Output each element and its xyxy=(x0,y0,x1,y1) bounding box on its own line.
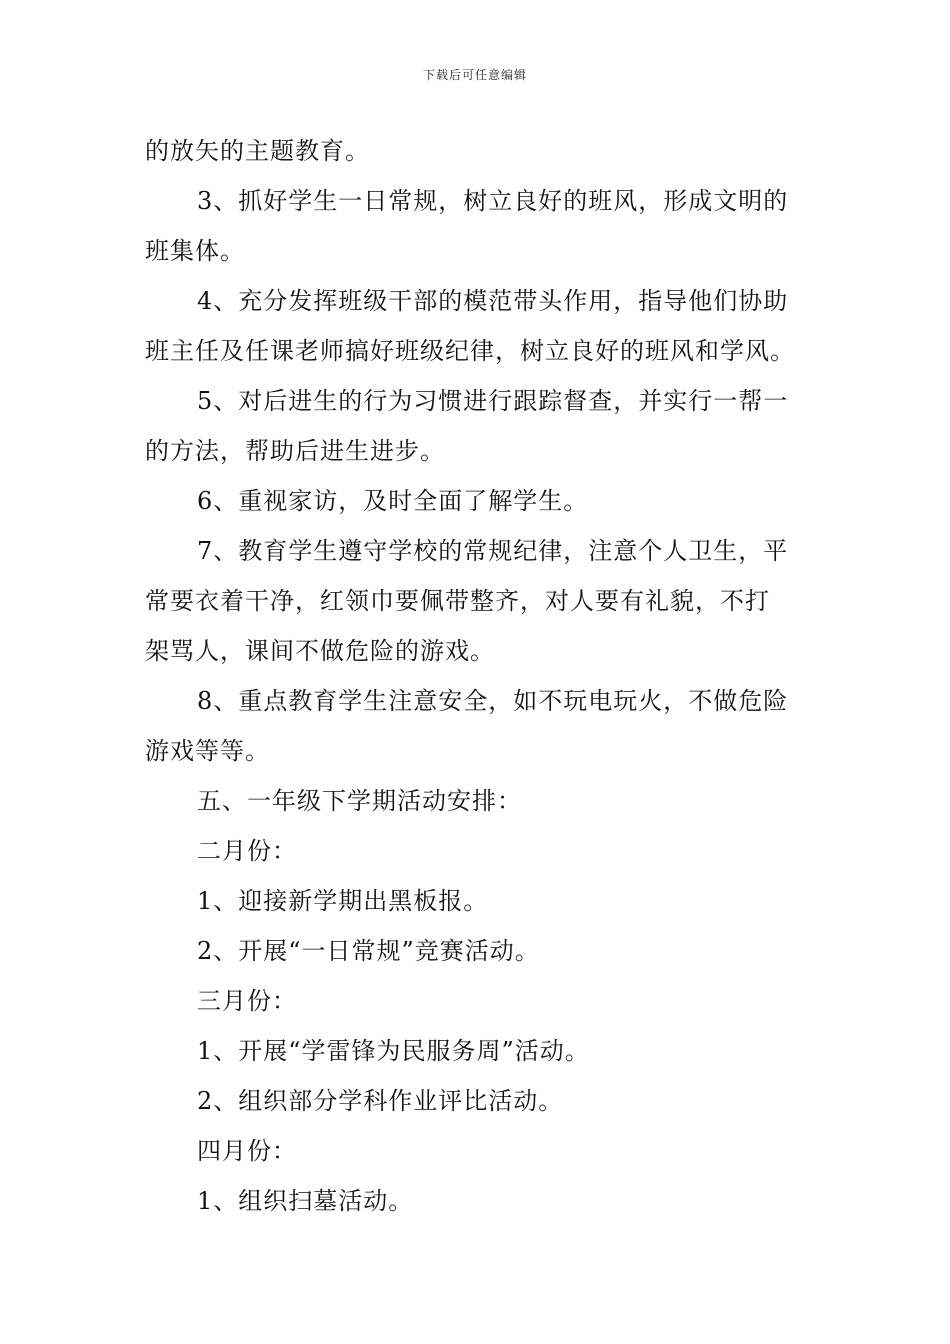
activity-item: 2、开展“一日常规”竞赛活动。 xyxy=(197,937,540,965)
paragraph-line: 5、对后进生的行为习惯进行跟踪督查，并实行一帮一 xyxy=(197,387,789,415)
paragraph-line: 的放矢的主题教育。 xyxy=(145,137,370,165)
paragraph-line: 常要衣着干净，红领巾要佩带整齐，对人要有礼貌，不打 xyxy=(145,587,770,615)
month-heading: 四月份： xyxy=(197,1137,297,1165)
activity-item: 1、组织扫墓活动。 xyxy=(197,1187,414,1215)
month-heading: 二月份： xyxy=(197,837,297,865)
activity-item: 1、迎接新学期出黑板报。 xyxy=(197,887,489,915)
activity-item: 1、开展“学雷锋为民服务周”活动。 xyxy=(197,1037,590,1065)
document-body xyxy=(145,126,810,1226)
paragraph-line: 6、重视家访，及时全面了解学生。 xyxy=(197,487,589,515)
month-heading: 三月份： xyxy=(197,987,297,1015)
paragraph-line: 班主任及任课老师搞好班级纪律，树立良好的班风和学风。 xyxy=(145,337,795,365)
paragraph-line: 架骂人，课间不做危险的游戏。 xyxy=(145,637,495,665)
paragraph-line: 的方法，帮助后进生进步。 xyxy=(145,437,445,465)
paragraph-line: 7、教育学生遵守学校的常规纪律，注意个人卫生，平 xyxy=(197,537,789,565)
section-heading: 五、一年级下学期活动安排： xyxy=(197,787,522,815)
activity-item: 2、组织部分学科作业评比活动。 xyxy=(197,1087,564,1115)
paragraph-line: 3、抓好学生一日常规，树立良好的班风，形成文明的 xyxy=(197,187,789,215)
paragraph-line: 8、重点教育学生注意安全，如不玩电玩火，不做危险 xyxy=(197,687,789,715)
paragraph-line: 班集体。 xyxy=(145,237,245,265)
paragraph-line: 4、充分发挥班级干部的模范带头作用，指导他们协助 xyxy=(197,287,789,315)
header-note: 下载后可任意编辑 xyxy=(422,68,527,82)
paragraph-line: 游戏等等。 xyxy=(145,737,270,765)
